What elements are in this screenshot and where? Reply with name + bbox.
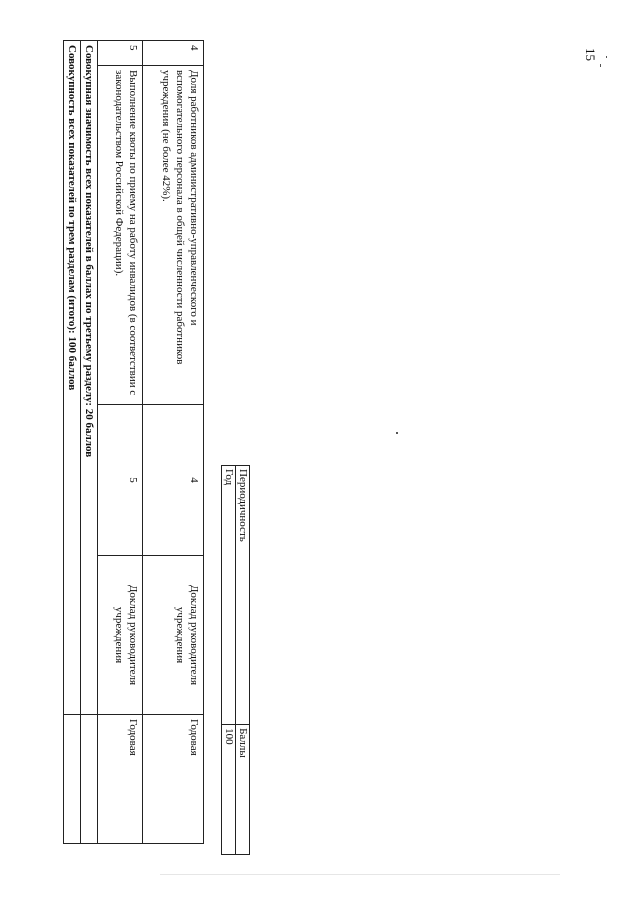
- summary-score-value: 100: [222, 725, 236, 855]
- table-row: [98, 41, 143, 844]
- table-row: [143, 41, 204, 844]
- section-total-text: Совокупная значимость всех показателей в баллах по третьему разделу: 20 баллов: [81, 41, 98, 715]
- section-total-row: [81, 41, 98, 844]
- section-total-empty: [81, 715, 98, 844]
- indicator-period: Годовая: [98, 715, 143, 844]
- indicator-source: Доклад руководителя учреждения: [143, 556, 204, 715]
- table-row: [222, 466, 236, 855]
- row-number: 4: [143, 41, 204, 66]
- grand-total-text: Совокупность всех показателей по трем разделам (итого): 100 баллов: [64, 41, 81, 715]
- scan-speck: [600, 64, 601, 67]
- page-number: 15: [583, 48, 598, 61]
- scan-speck: [396, 432, 398, 434]
- indicator-description: Доля работников административно-управленческого и вспомогательного персонала в общей численности работников учреждения (не более 42%).: [143, 66, 204, 405]
- summary-table: [221, 465, 250, 855]
- scan-edge-line: [160, 874, 560, 875]
- summary-header-score: Баллы: [236, 725, 250, 855]
- indicators-table: [63, 40, 204, 844]
- grand-total-empty: [64, 715, 81, 844]
- indicator-source: Доклад руководителя учреждения: [98, 556, 143, 715]
- grand-total-row: [64, 41, 81, 844]
- indicator-period: Годовая: [143, 715, 204, 844]
- summary-header-period: Периодичность: [236, 466, 250, 725]
- table-row: [236, 466, 250, 855]
- row-number: 5: [98, 41, 143, 66]
- rotated-page-content: [0, 40, 640, 840]
- indicator-score: 4: [143, 405, 204, 556]
- indicator-score: 5: [98, 405, 143, 556]
- summary-period-value: Год: [222, 466, 236, 725]
- indicator-description: Выполнение квоты по приему на работу инвалидов (в соответствии с законодательством Российской Федерации).: [98, 66, 143, 405]
- scan-speck: [606, 56, 607, 58]
